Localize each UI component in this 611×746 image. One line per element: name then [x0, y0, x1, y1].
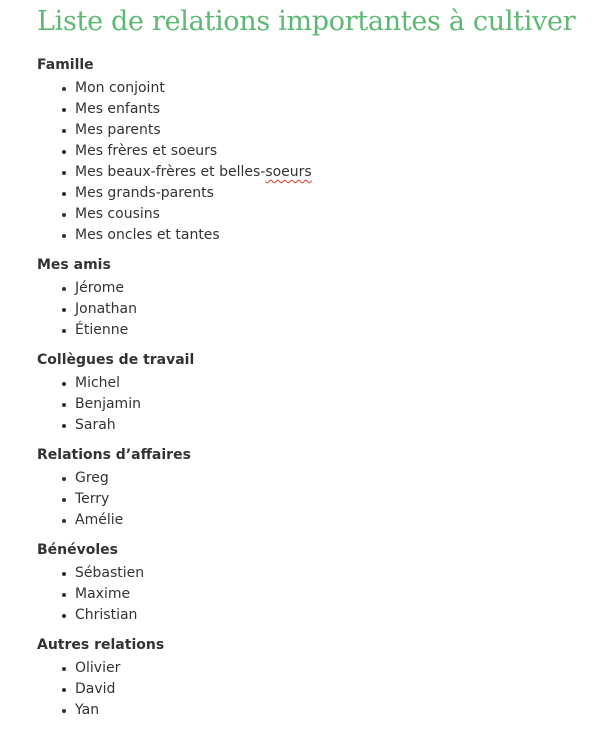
list-item: Sébastien — [37, 563, 607, 584]
list-item: Greg — [37, 468, 607, 489]
section-autres-relations — [37, 636, 607, 721]
section-heading: Collègues de travail — [37, 352, 195, 368]
list-item: David — [37, 679, 607, 700]
list-item: Terry — [37, 489, 607, 510]
list-item: Mes beaux-frères et belles-soeurs — [37, 162, 607, 183]
list-item: Jonathan — [37, 299, 607, 320]
list-item: Olivier — [37, 658, 607, 679]
section-heading: Famille — [37, 57, 94, 73]
list-item: Christian — [37, 605, 607, 626]
list-item: Mes oncles et tantes — [37, 225, 607, 246]
relation-list — [37, 278, 607, 341]
list-item: Mon conjoint — [37, 78, 607, 99]
list-item: Mes frères et soeurs — [37, 141, 607, 162]
list-item: Amélie — [37, 510, 607, 531]
list-item: Jérome — [37, 278, 607, 299]
section-heading: Bénévoles — [37, 542, 118, 558]
section-collegues — [37, 351, 607, 436]
relation-list — [37, 563, 607, 626]
list-item: Mes grands-parents — [37, 183, 607, 204]
relation-list — [37, 658, 607, 721]
section-heading: Autres relations — [37, 637, 165, 653]
section-relations-affaires — [37, 446, 607, 531]
list-item: Michel — [37, 373, 607, 394]
section-famille — [37, 56, 607, 246]
spellcheck-underline: soeurs — [265, 164, 312, 180]
relation-list — [37, 373, 607, 436]
relation-list — [37, 468, 607, 531]
list-item: Mes cousins — [37, 204, 607, 225]
section-heading: Relations d’affaires — [37, 447, 191, 463]
relations-sections — [37, 56, 607, 721]
list-item: Mes parents — [37, 120, 607, 141]
list-item: Maxime — [37, 584, 607, 605]
list-item: Mes enfants — [37, 99, 607, 120]
section-benevoles — [37, 541, 607, 626]
list-item: Étienne — [37, 320, 607, 341]
section-heading: Mes amis — [37, 257, 111, 273]
list-item: Benjamin — [37, 394, 607, 415]
document-page — [37, 0, 607, 731]
list-item: Sarah — [37, 415, 607, 436]
list-item: Yan — [37, 700, 607, 721]
section-mes-amis — [37, 256, 607, 341]
page-title: Liste de relations importantes à cultiver — [37, 6, 576, 37]
relation-list — [37, 78, 607, 246]
